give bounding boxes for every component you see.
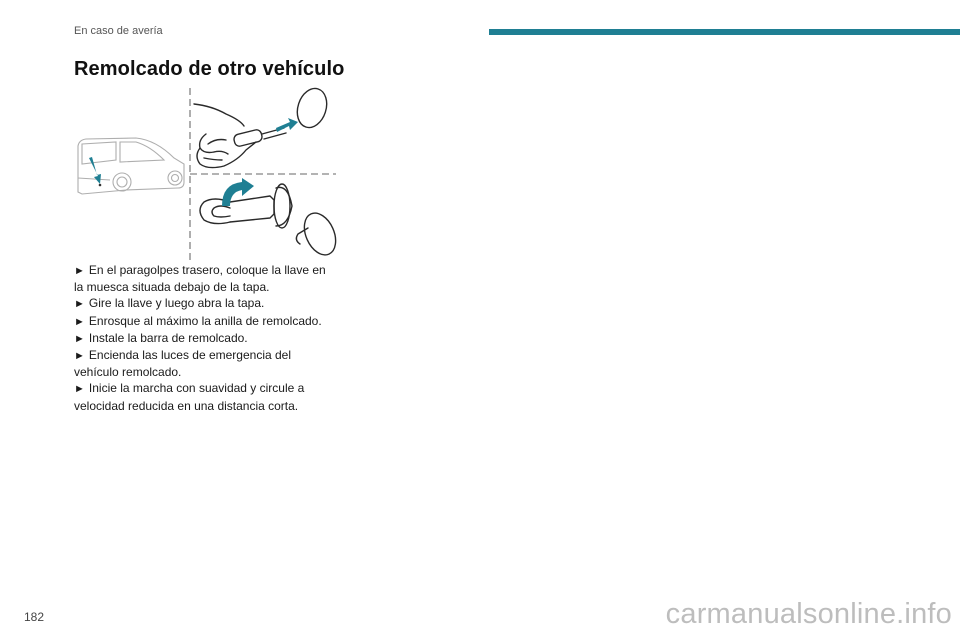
bullet-icon: ► (74, 383, 85, 396)
instruction-step (74, 262, 336, 295)
instruction-step (74, 380, 336, 413)
instruction-step (74, 330, 336, 347)
rotate-arrow-icon (222, 178, 254, 206)
step-text: En el paragolpes trasero, coloque la llave en la muesca situada debajo de la tapa. (74, 263, 326, 295)
step-text: Instale la barra de remolcado. (88, 330, 248, 345)
instructions-list (74, 262, 336, 414)
key-opening-cover-icon (194, 85, 331, 168)
instruction-step (74, 347, 336, 380)
bullet-icon: ► (74, 298, 85, 311)
towing-illustration (74, 84, 340, 262)
step-text: Inicie la marcha con suavidad y circule a velocidad reducida en una distancia corta. (74, 381, 305, 413)
instruction-step (74, 295, 336, 312)
bullet-icon: ► (74, 350, 85, 363)
page-title: Remolcado de otro vehículo (74, 58, 345, 80)
running-header: En caso de avería (74, 25, 163, 37)
towing-point (99, 184, 102, 187)
insert-key-arrow-icon (276, 118, 298, 132)
step-text: Gire la llave y luego abra la tapa. (88, 296, 265, 311)
instruction-step (74, 313, 336, 330)
page-number: 182 (24, 610, 45, 624)
step-text: Encienda las luces de emergencia del vehículo remolcado. (74, 348, 292, 380)
watermark: carmanualsonline.info (665, 598, 952, 630)
step-text: Enrosque al máximo la anilla de remolcado. (88, 313, 322, 328)
bullet-icon: ► (74, 265, 85, 277)
bullet-icon: ► (74, 332, 85, 345)
towing-eye-screw-icon (200, 184, 340, 260)
section-accent-bar (489, 29, 960, 35)
bullet-icon: ► (74, 315, 85, 328)
van-arrow-icon (89, 157, 101, 184)
